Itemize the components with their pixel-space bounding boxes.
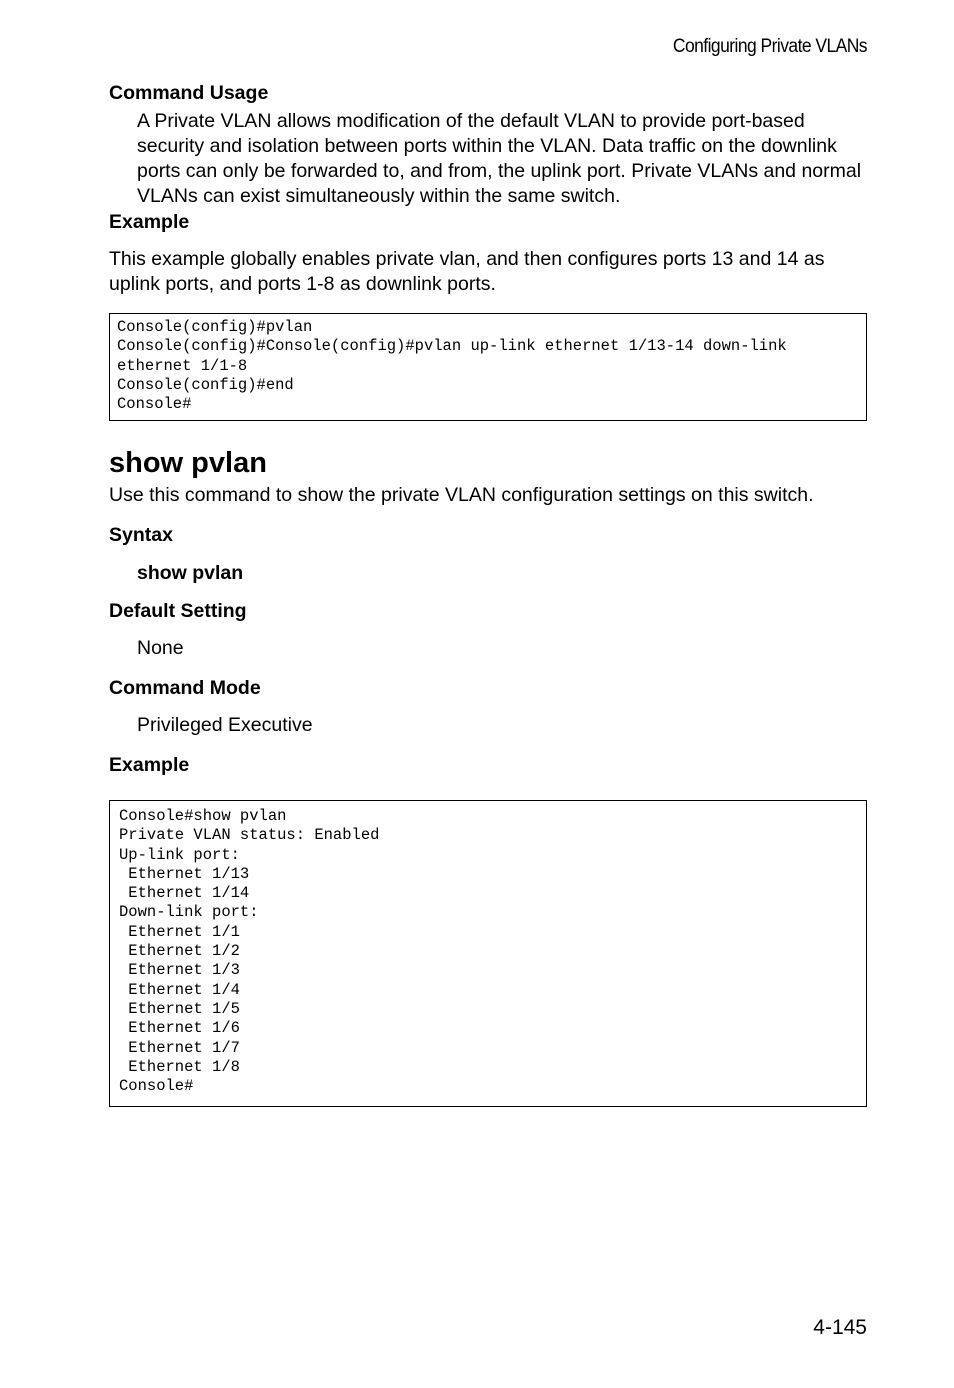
code-line: Console(config)#pvlan bbox=[117, 318, 313, 336]
code-line: Console#show pvlan bbox=[119, 807, 287, 825]
command-mode-heading: Command Mode bbox=[109, 677, 261, 699]
code-line: Ethernet 1/5 bbox=[119, 999, 240, 1018]
code-line: Console# bbox=[117, 395, 192, 414]
running-header: Configuring Private VLANs bbox=[672, 36, 867, 57]
command-usage-heading: Command Usage bbox=[109, 82, 269, 104]
command-mode-value: Privileged Executive bbox=[137, 714, 313, 736]
example-text-1: This example globally enables private vlan, and then configures ports 13 and 14 as uplink ports, and ports 1-8 as downlink ports. bbox=[109, 248, 825, 295]
code-line: Private VLAN status: Enabled bbox=[119, 826, 380, 845]
default-setting-heading: Default Setting bbox=[109, 600, 247, 622]
code-line: Ethernet 1/6 bbox=[119, 1019, 240, 1038]
example-heading-1: Example bbox=[109, 211, 190, 233]
code-block-2 bbox=[109, 800, 867, 1107]
code-block-1 bbox=[109, 313, 867, 421]
command-usage-text: A Private VLAN allows modification of the default VLAN to provide port-based security and isolation between ports within the VLAN. Data traffic on the downlink ports can only be forwarded to, and from, the uplink port. Private VLANs and normal VLANs can exist simultaneously within the same switch. bbox=[137, 110, 862, 207]
code-line: Ethernet 1/7 bbox=[119, 1038, 240, 1057]
code-line: ethernet 1/1-8 bbox=[117, 356, 248, 375]
syntax-command: show pvlan bbox=[137, 562, 244, 584]
section-description: Use this command to show the private VLAN configuration settings on this switch. bbox=[109, 484, 814, 506]
code-line: Down-link port: bbox=[119, 903, 259, 922]
code-line: Up-link port: bbox=[119, 845, 240, 864]
code-line: Console(config)#Console(config)#pvlan up-link ethernet 1/13-14 down-link bbox=[117, 337, 787, 356]
code-line: Ethernet 1/3 bbox=[119, 961, 240, 980]
code-line: Ethernet 1/13 bbox=[119, 864, 250, 883]
page-number: 4-145 bbox=[813, 1316, 867, 1339]
code-line: Ethernet 1/2 bbox=[119, 942, 240, 961]
code-line: Ethernet 1/4 bbox=[119, 980, 240, 999]
example-heading-2: Example bbox=[109, 754, 190, 776]
code-line: Ethernet 1/8 bbox=[119, 1057, 240, 1076]
section-title: show pvlan bbox=[109, 447, 267, 479]
code-line: Ethernet 1/14 bbox=[119, 884, 250, 903]
code-line: Console(config)#end bbox=[117, 375, 294, 394]
default-setting-value: None bbox=[137, 637, 184, 659]
code-line: Ethernet 1/1 bbox=[119, 922, 240, 941]
syntax-heading: Syntax bbox=[109, 524, 173, 546]
code-line: Console# bbox=[119, 1077, 194, 1096]
page-content bbox=[109, 80, 867, 1107]
